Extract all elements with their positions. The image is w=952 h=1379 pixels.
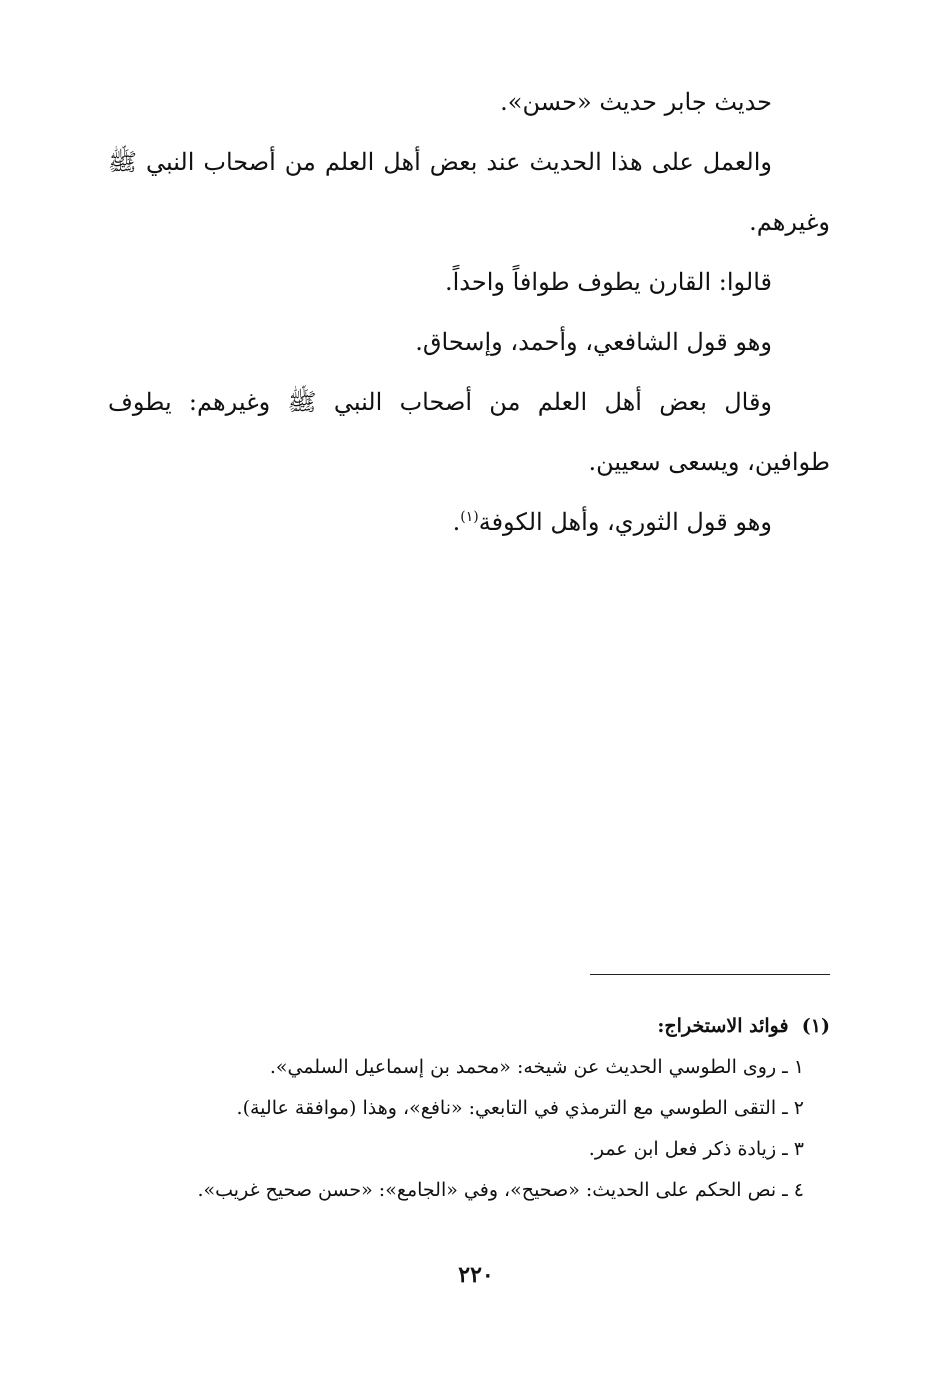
- paragraph-6: [108, 492, 830, 552]
- paragraph-6-text: وهو قول الثوري، وأهل الكوفة: [478, 508, 772, 536]
- paragraph-4: وهو قول الشافعي، وأحمد، وإسحاق.: [415, 328, 772, 356]
- paragraph-2: والعمل على هذا الحديث عند بعض أهل العلم من أصحاب النبي ﷺ وغيرهم.: [108, 148, 830, 236]
- footnote-number: (١): [801, 1015, 830, 1037]
- page-number: ٢٢٠: [458, 1262, 494, 1288]
- footnote-item-2: ٢ ـ التقى الطوسي مع الترمذي في التابعي: «نافع»، وهذا (موافقة عالية).: [236, 1097, 804, 1119]
- footnote-separator-rule: [590, 974, 830, 975]
- paragraph-6-end: .: [452, 508, 461, 536]
- footnote-item-4: ٤ ـ نص الحكم على الحديث: «صحيح»، وفي «الجامع»: «حسن صحيح غريب».: [197, 1179, 804, 1201]
- paragraph-1: حديث جابر حديث «حسن».: [500, 88, 772, 116]
- paragraph-3: قالوا: القارن يطوف طوافاً واحداً.: [445, 268, 772, 296]
- footnote-heading-line: [108, 1006, 830, 1047]
- paragraph-5: وقال بعض أهل العلم من أصحاب النبي ﷺ وغيرهم: يطوف طوافين، ويسعى سعيين.: [108, 388, 830, 476]
- footnote-item-1: ١ ـ روى الطوسي الحديث عن شيخه: «محمد بن إسماعيل السلمي».: [269, 1056, 804, 1078]
- footnote-item-3: ٣ ـ زيادة ذكر فعل ابن عمر.: [588, 1138, 804, 1160]
- footnote-reference-marker: (١): [460, 509, 479, 525]
- footnotes-section: [108, 1006, 830, 1211]
- footnote-heading: فوائد الاستخراج:: [657, 1015, 789, 1037]
- main-text: [108, 72, 830, 552]
